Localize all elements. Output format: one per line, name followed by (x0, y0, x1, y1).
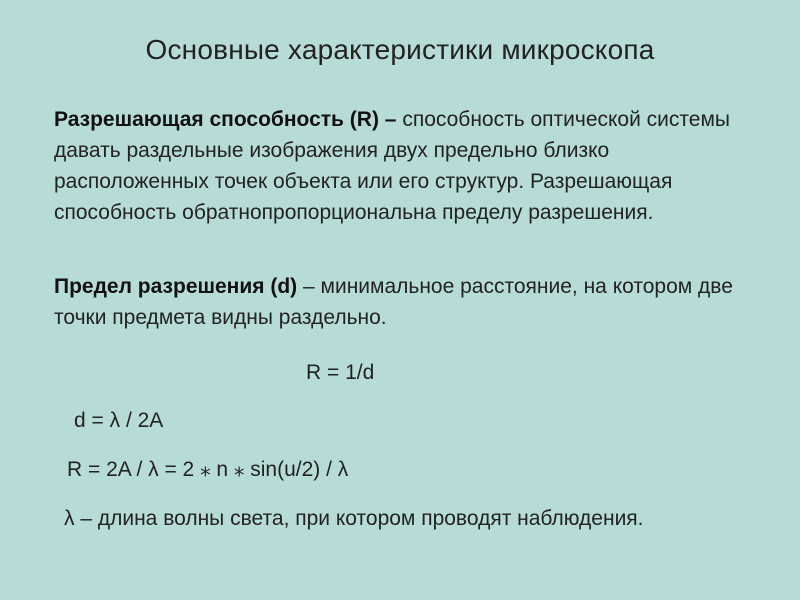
resolution-limit-definition: – минимальное расстояние, на котором две точки предмета видны раздельно. (54, 275, 733, 329)
resolution-limit-term: Предел разрешения (d) (54, 275, 298, 298)
wavelength-note: λ – длина волны света, при котором проводят наблюдения. (64, 507, 644, 530)
resolution-limit-paragraph (54, 271, 754, 333)
resolution-definition: способность оптической системы давать раздельные изображения двух предельно близко расположенных точек объекта или его структур. Разрешающая способность обратнопропорциональна пределу разрешения. (54, 108, 730, 224)
formula-resolution: R = 1/d (306, 361, 375, 384)
resolution-term: Разрешающая способность (R) – (54, 108, 397, 131)
slide-title: Основные характеристики микроскопа (145, 34, 655, 65)
formula-limit: d = λ / 2A (74, 409, 164, 432)
resolution-paragraph (54, 104, 754, 228)
formula-resolution-expanded: R = 2A / λ = 2 ⁎ n ⁎ sin(u/2) / λ (67, 458, 349, 481)
